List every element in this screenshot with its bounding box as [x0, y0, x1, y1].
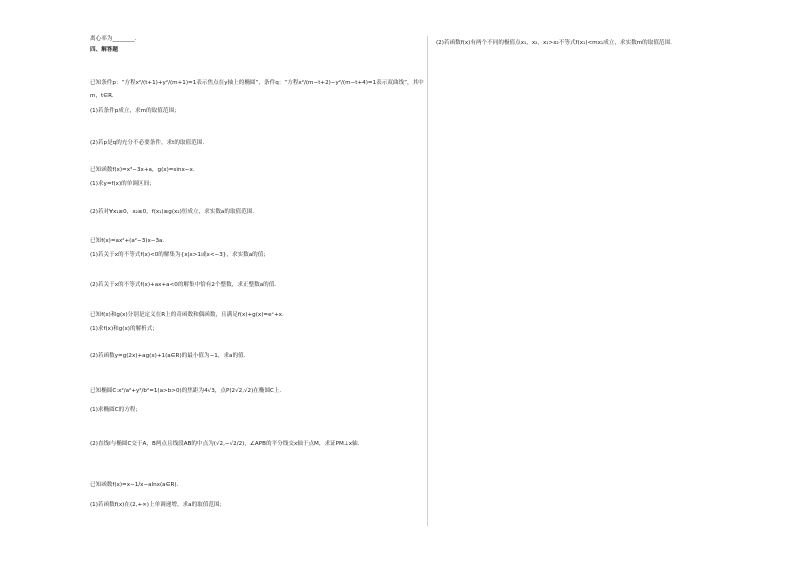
text-line: (1)若函数f(x)在(2,+∞)上单调递增，求a的取值范围； [90, 502, 226, 508]
text-line: 已知条件p：“方程x²/(t+1)+y²/(m+1)=1表示焦点在y轴上的椭圆”，条件q：“方程x²/(m−t+2)−y²/(m−t+4)=1表示双曲线”，其中 [90, 80, 424, 86]
text-line: (1)求椭圆C的方程； [90, 407, 141, 413]
text-line: (2)若函数f(x)有两个不同的极值点x₁，x₂，x₁>x₂不等式f(x₁)<mx₁成立，求实数m的取值范围. [436, 40, 672, 46]
text-line: 已知函数f(x)=x³−3x+a，g(x)=sinx−x. [90, 167, 195, 173]
text-line: m，t∈R. [90, 93, 114, 99]
text-line: 已知f(x)=ax²+(a²−3)x−3a. [90, 238, 165, 244]
text-line: 已知函数f(x)=x−1/x−alnx(a∈R). [90, 482, 179, 488]
text-line: (2)直线l与椭圆C交于A，B两点且线段AB的中点为(√2,−√2/2)，∠APB的平分线交x轴于点M，求证PM⊥x轴. [90, 441, 360, 447]
text-line: (1)求f(x)和g(x)的解析式； [90, 326, 158, 332]
text-line: (2)若函数y=g(2x)+ag(x)+1(a∈R)的最小值为−1，求a的值. [90, 353, 246, 359]
section-heading: 四、解答题 [90, 47, 118, 53]
text-line: (2)若关于x的不等式f(x)+ax+a<0的解集中恰有2个整数，求正整数a的值. [90, 282, 277, 288]
text-line: (1)求y=f(x)的单调区间； [90, 181, 155, 187]
text-line: (2)若p是q的充分不必要条件，求t的取值范围. [90, 140, 205, 146]
text-line: 已知f(x)和g(x)分别是定义在R上的奇函数和偶函数，且满足f(x)+g(x)=eˣ+x. [90, 312, 284, 318]
text-line: 离心率为________. [90, 36, 137, 42]
column-divider [427, 36, 428, 526]
text-line: (2)若对∀x₁≥0，x₂≥0，f(x₁)≥g(x₂)恒成立，求实数a的取值范围. [90, 209, 255, 215]
text-line: (1)若条件p成立，求m的取值范围； [90, 108, 180, 114]
text-line: (1)若关于x的不等式f(x)<0的解集为{x|x>1或x<−3}，求实数a的值； [90, 252, 269, 258]
text-line: 已知椭圆C:x²/a²+y²/b²=1(a>b>0)的焦距为4√3，点P(2√2,√2)在椭圆C上. [90, 388, 282, 394]
